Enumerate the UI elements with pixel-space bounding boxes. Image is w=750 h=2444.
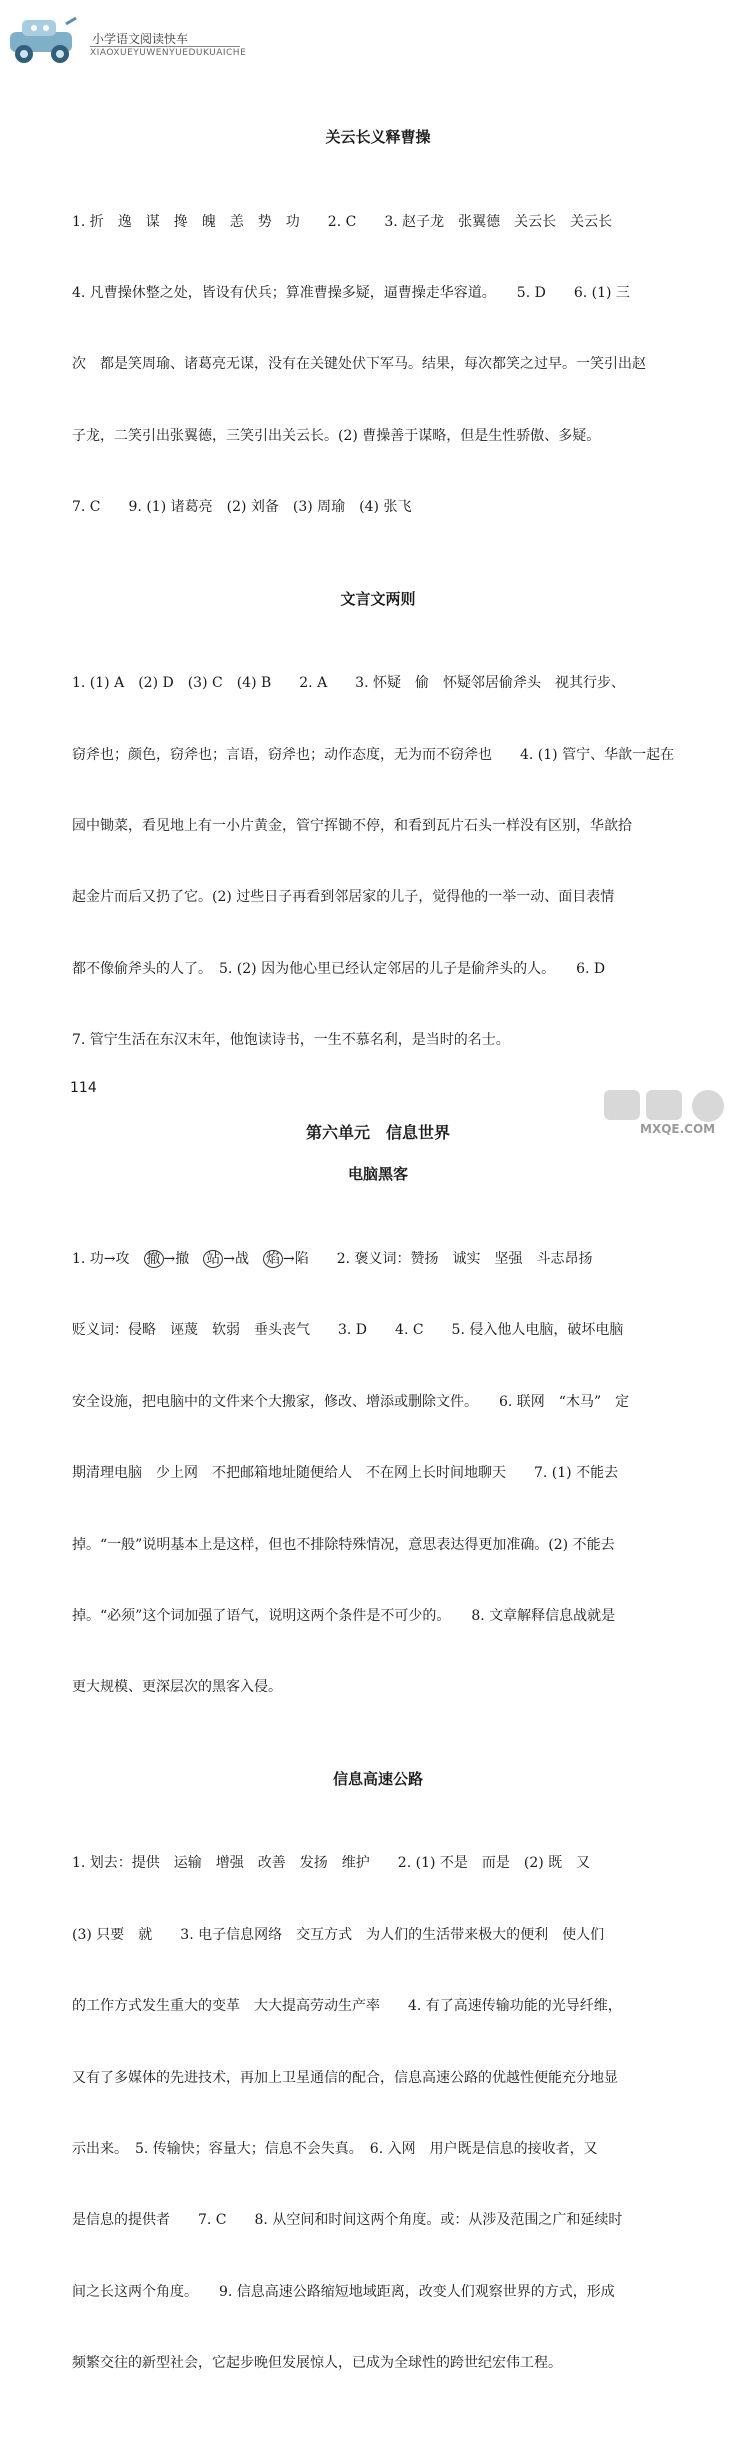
section-title: 电脑黑客 bbox=[347, 1165, 408, 1184]
text-line: 示出来。 5. 传输快；容量大；信息不会失真。 6. 入网 用户既是信息的接收者，又 bbox=[72, 2140, 598, 2157]
text-fragment: →战 bbox=[223, 1251, 264, 1268]
text-line: 园中锄菜，看见地上有一小片黄金，管宁挥锄不停，和看到瓦片石头一样没有区别，华歆拾 bbox=[72, 817, 632, 834]
text-line: 频繁交往的新型社会，它起步晚但发展惊人，已成为全球性的跨世纪宏伟工程。 bbox=[72, 2355, 562, 2372]
text-line: 更大规模、更深层次的黑客入侵。 bbox=[72, 1679, 282, 1696]
text-line: (3) 只要 就 3. 电子信息网络 交互方式 为人们的生活带来极大的便利 使人们 bbox=[72, 1926, 605, 1943]
text-line: 又有了多媒体的先进技术，再加上卫星通信的配合，信息高速公路的优越性便能充分地显 bbox=[72, 2069, 618, 2086]
circled-char: 焰 bbox=[263, 1250, 283, 1268]
section-body bbox=[72, 1200, 684, 1747]
text-line: 1. (1) A (2) D (3) C (4) B 2. A 3. 怀疑 偷 怀疑邻居偷斧头 视其行步、 bbox=[72, 675, 625, 692]
section-highway bbox=[72, 1768, 684, 2424]
text-line: 的工作方式发生重大的变革 大大提高劳动生产率 4. 有了高速传输功能的光导纤维， bbox=[72, 1998, 622, 2015]
unit-title: 第六单元 信息世界 bbox=[305, 1123, 450, 1143]
text-fragment: 1. 功→攻 bbox=[72, 1251, 144, 1268]
text-line: 都不像偷斧头的人了。 5. (2) 因为他心里已经认定邻居的儿子是偷斧头的人。 6. D bbox=[72, 960, 606, 977]
series-title: 小学语文阅读快车 bbox=[92, 32, 189, 46]
section-hacker bbox=[72, 1163, 684, 1747]
section-body bbox=[72, 163, 684, 568]
text-line: 7. 管宁生活在东汉末年，他饱读诗书，一生不慕名利，是当时的名士。 bbox=[72, 1032, 510, 1049]
text-line: 期清理电脑 少上网 不把邮箱地址随便给人 不在网上长时间地聊天 7. (1) 不能去 bbox=[72, 1465, 619, 1482]
text-line: 安全设施，把电脑中的文件来个大搬家，修改、增添或删除文件。 6. 联网 “木马” 定 bbox=[72, 1393, 630, 1410]
text-line: 1. 划去：提供 运输 增强 改善 发扬 维护 2. (1) 不是 而是 (2) 既 又 bbox=[72, 1855, 591, 1872]
text-line: 掉。“必须”这个词加强了语气，说明这两个条件是不可少的。 8. 文章解释信息战就是 bbox=[72, 1608, 616, 1625]
section-guanyu bbox=[72, 126, 684, 568]
text-line: 间之长这两个角度。 9. 信息高速公路缩短地域距离，改变人们观察世界的方式，形成 bbox=[72, 2283, 615, 2300]
text-line: 掉。“一般”说明基本上是这样，但也不排除特殊情况，意思表达得更加准确。(2) 不能去 bbox=[72, 1536, 615, 1553]
text-line: 4. 凡曹操休整之处，皆设有伏兵；算准曹操多疑，逼曹操走华容道。 5. D 6. (1) 三 bbox=[72, 284, 630, 301]
text-line: 起金片而后又扔了它。(2) 过些日子再看到邻居家的儿子，觉得他的一举一动、面目表情 bbox=[72, 889, 615, 906]
text-fragment: →撤 bbox=[163, 1251, 204, 1268]
text-line: 次 都是笑周瑜、诸葛亮无谋，没有在关键处伏下军马。结果，每次都笑之过早。一笑引出赵 bbox=[72, 356, 646, 373]
section-title: 信息高速公路 bbox=[332, 1769, 423, 1788]
car-logo-icon bbox=[4, 10, 86, 66]
text-fragment: →陷 2. 褒义词：赞扬 诚实 坚强 斗志昂扬 bbox=[283, 1251, 593, 1268]
section-body bbox=[72, 1805, 684, 2424]
watermark-text: MXQE.COM bbox=[640, 1122, 716, 1136]
series-subtitle: XIAOXUEYUWENYUEDUKUAICHE bbox=[90, 48, 247, 58]
section-title: 文言文两则 bbox=[340, 589, 416, 608]
section-title: 关云长义释曹操 bbox=[325, 128, 431, 146]
section-body bbox=[72, 625, 684, 1101]
page-header bbox=[0, 0, 750, 70]
text-line: 贬义词：侵略 诬蔑 软弱 垂头丧气 3. D 4. C 5. 侵入他人电脑，破坏电脑 bbox=[72, 1322, 624, 1339]
answer-content bbox=[72, 126, 684, 2444]
circled-char: 撤 bbox=[144, 1250, 164, 1268]
text-line: 窃斧也；颜色，窃斧也；言语，窃斧也；动作态度，无为而不窃斧也 4. (1) 管宁、华歆一起在 bbox=[72, 746, 675, 763]
section-wenyanwen bbox=[72, 588, 684, 1101]
header-rule bbox=[90, 46, 240, 47]
circled-char: 站 bbox=[203, 1250, 223, 1268]
text-line bbox=[72, 1248, 684, 1272]
text-line: 1. 折 逸 谋 搀 魄 恙 势 功 2. C 3. 赵子龙 张翼德 关云长 关云长 bbox=[72, 213, 613, 230]
text-line: 7. C 9. (1) 诸葛亮 (2) 刘备 (3) 周瑜 (4) 张飞 bbox=[72, 499, 412, 516]
text-line: 是信息的提供者 7. C 8. 从空间和时间这两个角度。或：从涉及范围之广和延续时 bbox=[72, 2212, 623, 2229]
page-number: 114 bbox=[70, 1080, 97, 1096]
text-line: 子龙，二笑引出张翼德，三笑引出关云长。(2) 曹操善于谋略，但是生性骄傲、多疑。 bbox=[72, 427, 601, 444]
